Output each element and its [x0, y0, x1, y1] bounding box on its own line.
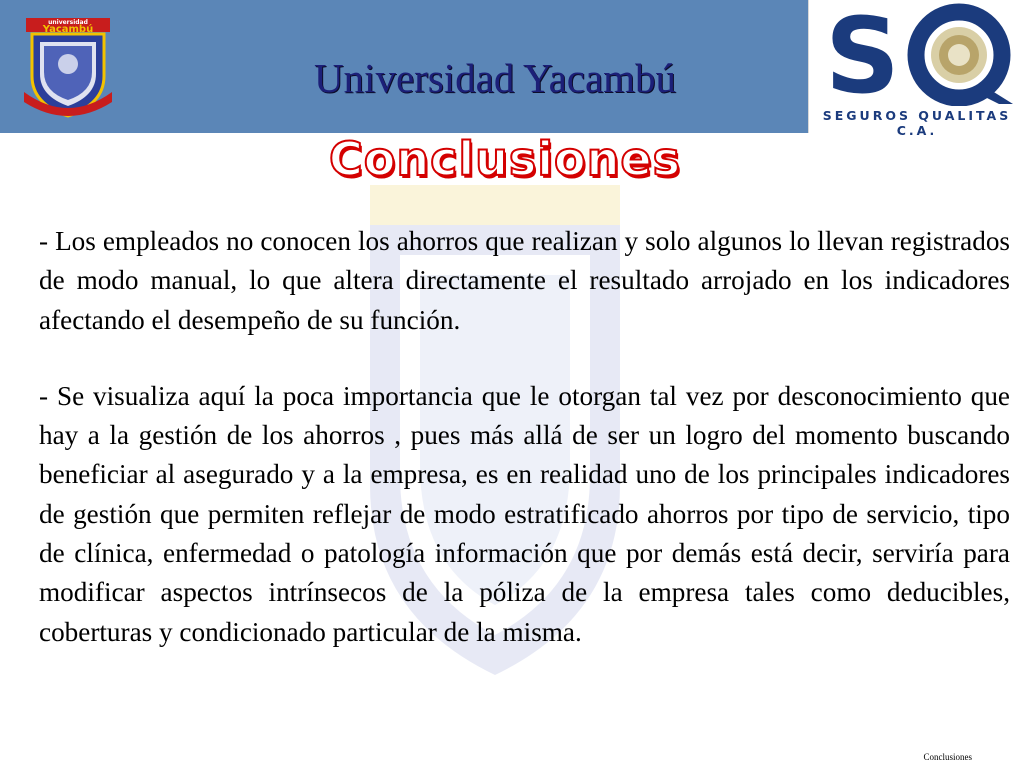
university-title: Universidad Yacambú	[313, 55, 677, 101]
university-crest-logo	[18, 12, 118, 120]
slide-title: Conclusiones	[329, 132, 681, 186]
partner-tagline: SEGUROS QUALITAS C.A.	[822, 108, 1012, 138]
paragraph: - Se visualiza aquí la poca importancia que le otorgan tal vez por desconocimiento que hay a la gestión de los ahorros , pues más allá de ser un logro del momento buscando beneficiar al asegurado y a la empresa, es en realidad uno de los principales indicadores de gestión que permiten reflejar de modo estratificado ahorros por tipo de servicio, tipo de clínica, enfermedad o patología información que por demás está decir, serviría para modificar aspectos intrínsecos de la póliza de la empresa tales como deducibles, coberturas y condicionado particular de la misma.	[39, 380, 1010, 647]
header-band	[0, 0, 808, 133]
svg-text:S: S	[825, 0, 894, 106]
paragraph: - Los empleados no conocen los ahorros que realizan y solo algunos lo llevan registrados de modo manual, lo que altera directamente el resultado arrojado en los indicadores afectando el desempeño de su función.	[39, 226, 1010, 335]
svg-text:Yacambú: Yacambú	[42, 24, 94, 35]
partner-logo-block	[808, 0, 1024, 138]
body-text	[39, 222, 1010, 652]
footer-label: Conclusiones	[923, 752, 972, 762]
sq-logo	[819, 0, 1019, 106]
svg-text:universidad: universidad	[48, 19, 88, 26]
